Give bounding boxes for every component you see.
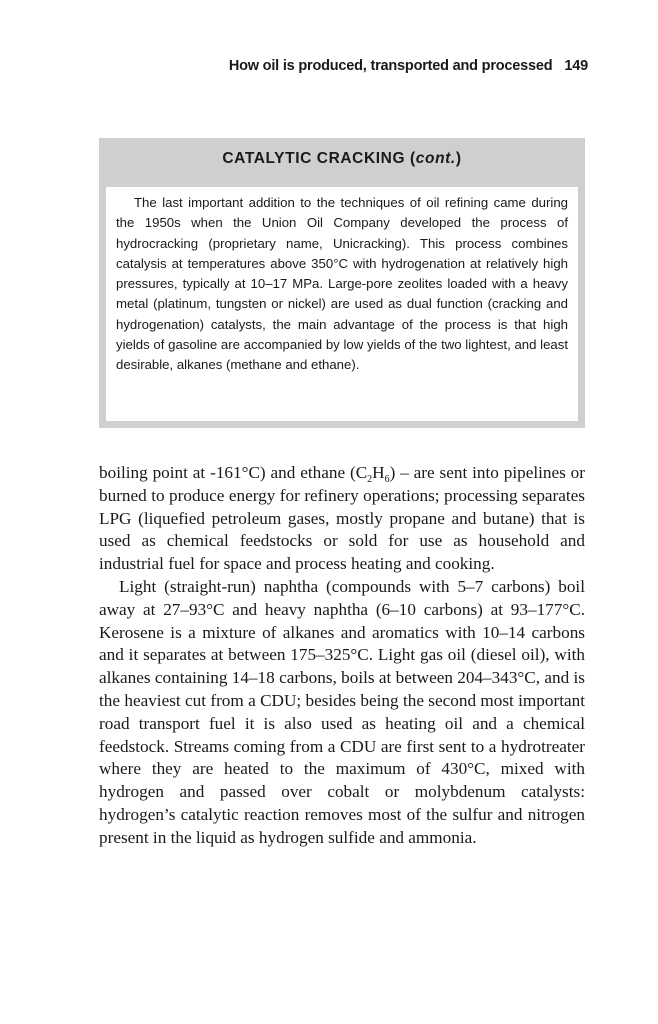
body-paragraph-2: Light (straight-run) naphtha (compounds with 5–7 carbons) boil away at 27–93°C and heavy naphtha (6–10 carbons) at 93–177°C. Kerosene is a mixture of alkanes and aromatics with 10–14 carbons and it separates at between 175–325°C. Light gas oil (diesel oil), with alkanes containing 14–18 carbons, boils at between 204–343°C, and is the heaviest cut from a CDU; besides being the second most important road transport fuel it is also used as heating oil and a chemical feedstock. Streams coming from a CDU are first sent to a hydrotreater where they are heated to the maximum of 430°C, mixed with hydrogen and passed over cobalt or molybdenum catalysts: hydrogen’s catalytic reaction removes most of the sulfur and nitrogen present in the liquid as hydrogen sulfide and ammonia.	[99, 576, 585, 847]
box-title-main: CATALYTIC CRACKING (	[222, 150, 416, 167]
box-title	[99, 150, 585, 168]
p1-subscript-6: 6	[384, 474, 390, 485]
p1-subscript-2: 2	[367, 474, 373, 485]
box-title-close: )	[455, 150, 462, 167]
box-content	[106, 187, 578, 421]
page-number: 149	[564, 58, 588, 74]
running-head	[120, 58, 588, 74]
p1-text-start: boiling point at -161°C) and ethane (C	[99, 463, 368, 482]
box-paragraph: The last important addition to the techniques of oil refining came during the 1950s when the Union Oil Company developed the process of hydrocracking (proprietary name, Unicracking). This process combines catalysis at temperatures above 350°C with hydrogenation at relatively high pressures, typically at 10–17 MPa. Large-pore zeolites loaded with a heavy metal (platinum, tungsten or nickel) are used as dual function (cracking and hydrogenation) catalysts, the main advantage of the process is that high yields of gasoline are accompanied by low yields of the two lightest, and least desirable, alkanes (methane and ethane).	[116, 195, 568, 373]
catalytic-cracking-box	[99, 138, 585, 428]
running-title: How oil is produced, transported and processed	[228, 58, 553, 74]
body-paragraph-1	[99, 462, 585, 576]
body-text	[99, 462, 585, 850]
p1-text-end: ) – are sent into pipelines or burned to produce energy for refinery operations; processing separates LPG (liquefied petroleum gases, mostly propane and butane) that is used as chemical feedstocks or sold for use as household and industrial fuel for space and process heating and cooking.	[99, 463, 585, 574]
box-title-italic: cont.	[415, 150, 456, 167]
p1-text-h: H	[372, 463, 385, 482]
